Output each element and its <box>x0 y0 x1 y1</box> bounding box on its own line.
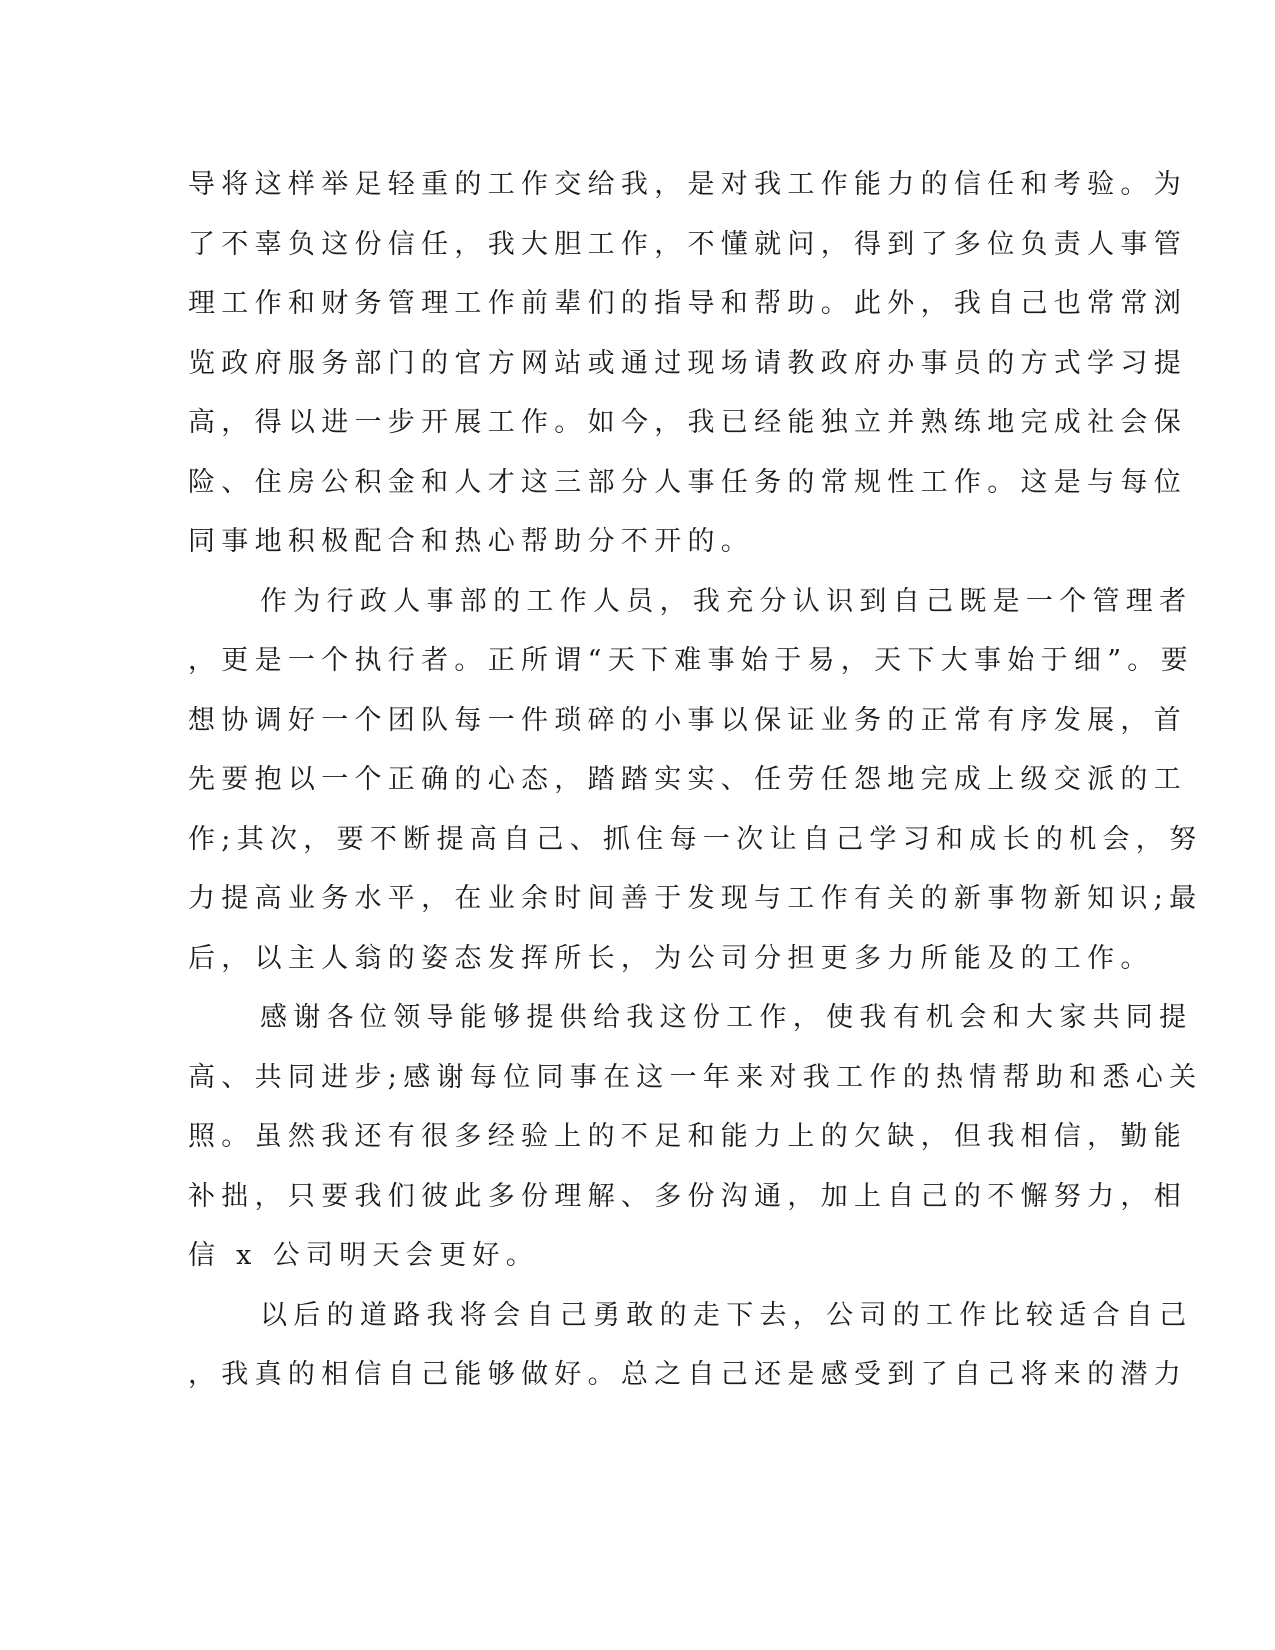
paragraph-first-line: 以后的道路我将会自己勇敢的走下去，公司的工作比较适合自己 <box>260 1299 1193 1331</box>
document-body <box>188 155 1203 1405</box>
text-line: 照。虽然我还有很多经验上的不足和能力上的欠缺，但我相信，勤能 <box>188 1121 1187 1152</box>
text-line: 信 x 公司明天会更好。 <box>188 1240 539 1271</box>
text-line: 补拙，只要我们彼此多份理解、多份沟通，加上自己的不懈努力，相 <box>188 1180 1187 1212</box>
text-line: 理工作和财务管理工作前辈们的指导和帮助。此外，我自己也常常浏 <box>188 288 1187 319</box>
paragraph-first-line: 作为行政人事部的工作人员，我充分认识到自己既是一个管理者 <box>260 585 1193 617</box>
text-line: 导将这样举足轻重的工作交给我，是对我工作能力的信任和考验。为 <box>188 169 1187 200</box>
text-line: ，更是一个执行者。正所谓“天下难事始于易，天下大事始于细”。要 <box>188 645 1194 676</box>
text-line: ，我真的相信自己能够做好。总之自己还是感受到了自己将来的潜力 <box>188 1359 1187 1390</box>
text-line: 险、住房公积金和人才这三部分人事任务的常规性工作。这是与每位 <box>188 466 1187 498</box>
paragraph-first-line: 感谢各位领导能够提供给我这份工作，使我有机会和大家共同提 <box>260 1002 1193 1033</box>
text-line: 作;其次，要不断提高自己、抓住每一次让自己学习和成长的机会，努 <box>188 823 1203 855</box>
text-line: 了不辜负这份信任，我大胆工作，不懂就问，得到了多位负责人事管 <box>188 228 1187 260</box>
text-line: 高、共同进步;感谢每位同事在这一年来对我工作的热情帮助和悉心关 <box>188 1061 1203 1093</box>
text-line: 后，以主人翁的姿态发挥所长，为公司分担更多力所能及的工作。 <box>188 942 1154 974</box>
text-line: 同事地积极配合和热心帮助分不开的。 <box>188 526 755 557</box>
text-line: 高，得以进一步开展工作。如今，我已经能独立并熟练地完成社会保 <box>188 407 1187 438</box>
text-line: 览政府服务部门的官方网站或通过现场请教政府办事员的方式学习提 <box>188 347 1187 379</box>
text-line: 先要抱以一个正确的心态，踏踏实实、任劳任怨地完成上级交派的工 <box>188 764 1187 795</box>
text-line: 力提高业务水平，在业余时间善于发现与工作有关的新事物新知识;最 <box>188 883 1203 914</box>
text-line: 想协调好一个团队每一件琐碎的小事以保证业务的正常有序发展，首 <box>188 704 1187 736</box>
